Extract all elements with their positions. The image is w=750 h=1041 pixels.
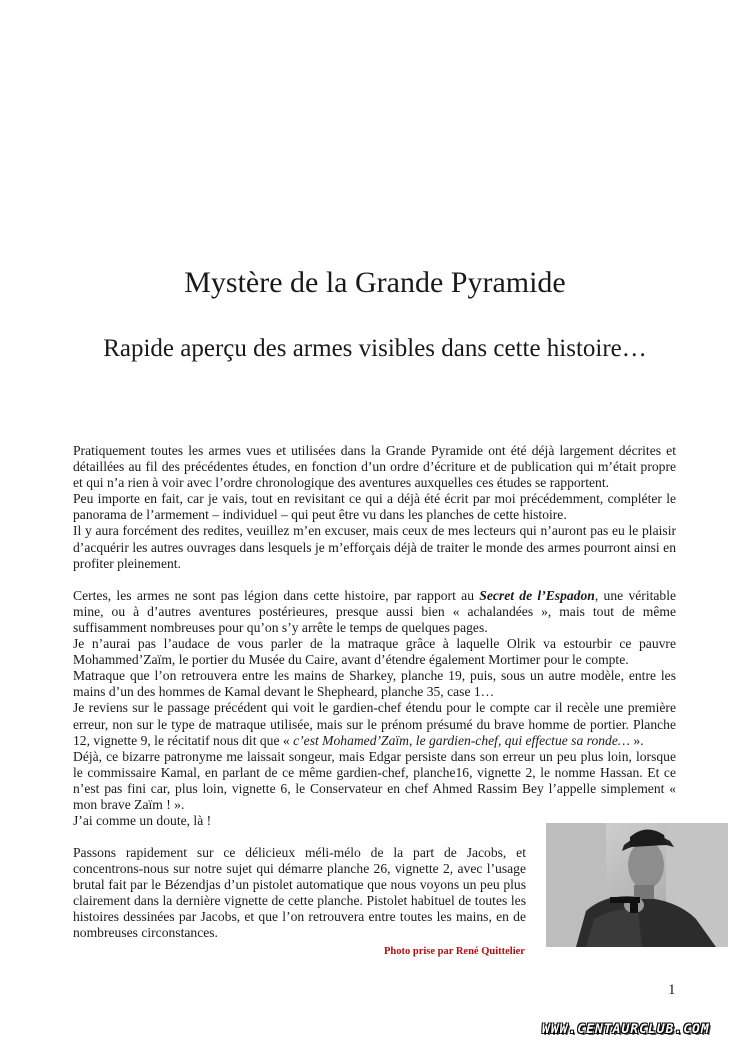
document-subtitle: Rapide aperçu des armes visibles dans cette histoire… xyxy=(103,335,647,362)
paragraph: Matraque que l’on retrouvera entre les mains de Sharkey, planche 19, puis, sous un autre modèle, entre les mains d’un des hommes de Kamal devant le Shepheard, planche 35, case 1… xyxy=(73,668,676,700)
paragraph: Peu importe en fait, car je vais, tout en revisitant ce qui a déjà été écrit par moi précédemment, compléter le panorama de l’armement – individuel – qui peut être vu dans les planches de cette histoire. xyxy=(73,491,676,523)
body-text-with-photo xyxy=(73,845,526,942)
paragraph: Il y aura forcément des redites, veuillez m’en excuser, mais ceux de mes lecteurs qui n’auront pas eu le plaisir d’acquérir les autres ouvrages dans lesquels je m’efforçais déjà de traiter le monde des armes pourront ainsi en profiter pleinement. xyxy=(73,523,676,571)
paragraph: Certes, les armes ne sont pas légion dans cette histoire, par rapport au Secret de l’Espadon, une véritable mine, ou à d’autres aventures postérieures, presque aussi bien « achalandées », mais tout de même suffisamment nombreuses pour qu’on s’y arrête le temps de quelques pages. xyxy=(73,587,677,635)
paragraph: Passons rapidement sur ce délicieux méli-mélo de la part de Jacobs, et concentrons-nous sur notre sujet qui démarre planche 26, vignette 2, avec l’usage brutal fait par le Bézendjas d’un pistolet automatique que nous voyons un peu plus clairement dans la dernière vignette de cette planche. Pistolet habituel de toutes les histoires dessinées par Jacobs, et que l’on retrouvera entre toutes les mains, en de nombreuses circonstances. xyxy=(73,845,526,941)
photo-man-with-pistol xyxy=(546,823,728,947)
photo-caption: Photo prise par René Quittelier xyxy=(384,946,525,957)
paragraph: Je reviens sur le passage précédent qui voit le gardien-chef étendu pour le compte car il recèle une première erreur, non sur le type de matraque utilisée, mais sur le prénom présumé du brave homme de portier. Planche 12, vignette 9, le récitatif nous dit que « c’est Mohamed’Zaïm, le gardien-chef, qui effectue sa ronde… ». xyxy=(73,700,676,748)
document-title: Mystère de la Grande Pyramide xyxy=(184,266,566,299)
photo-image xyxy=(546,823,728,947)
quote-emphasis: c’est Mohamed’Zaïm, le gardien-chef, qui effectue sa ronde… xyxy=(293,732,630,748)
book-title-emphasis: Secret de l’Espadon xyxy=(479,587,595,603)
body-text xyxy=(73,443,676,829)
paragraph: Déjà, ce bizarre patronyme me laissait songeur, mais Edgar persiste dans son erreur un peu plus loin, lorsque le commissaire Kamal, en parlant de ce même gardien-chef, planche16, vignette 2, le nomme Hassan. Et ce n’est pas fini car, plus loin, vignette 6, le Conservateur en chef Ahmed Rassim Bey l’appelle simplement « mon brave Zaïm ! ». xyxy=(73,748,676,812)
paragraph: Pratiquement toutes les armes vues et utilisées dans la Grande Pyramide ont été déjà largement décrites et détaillées au fil des précédentes études, en fonction d’un ordre d’écriture et de publication qui m’était propre et qui n’a rien à voir avec l’ordre chronologique des aventures auxquelles ces études se rapportent. xyxy=(73,443,676,491)
website-watermark: WWW.CENTAURCLUB.COM xyxy=(542,1022,710,1037)
page-number: 1 xyxy=(668,982,676,998)
paragraph: Je n’aurai pas l’audace de vous parler de la matraque grâce à laquelle Olrik va estourbir ce pauvre Mohammed’Zaïm, le portier du Musée du Caire, avant d’étendre également Mortimer pour le compte. xyxy=(73,636,676,668)
paragraph: J’ai comme un doute, là ! xyxy=(73,813,212,829)
